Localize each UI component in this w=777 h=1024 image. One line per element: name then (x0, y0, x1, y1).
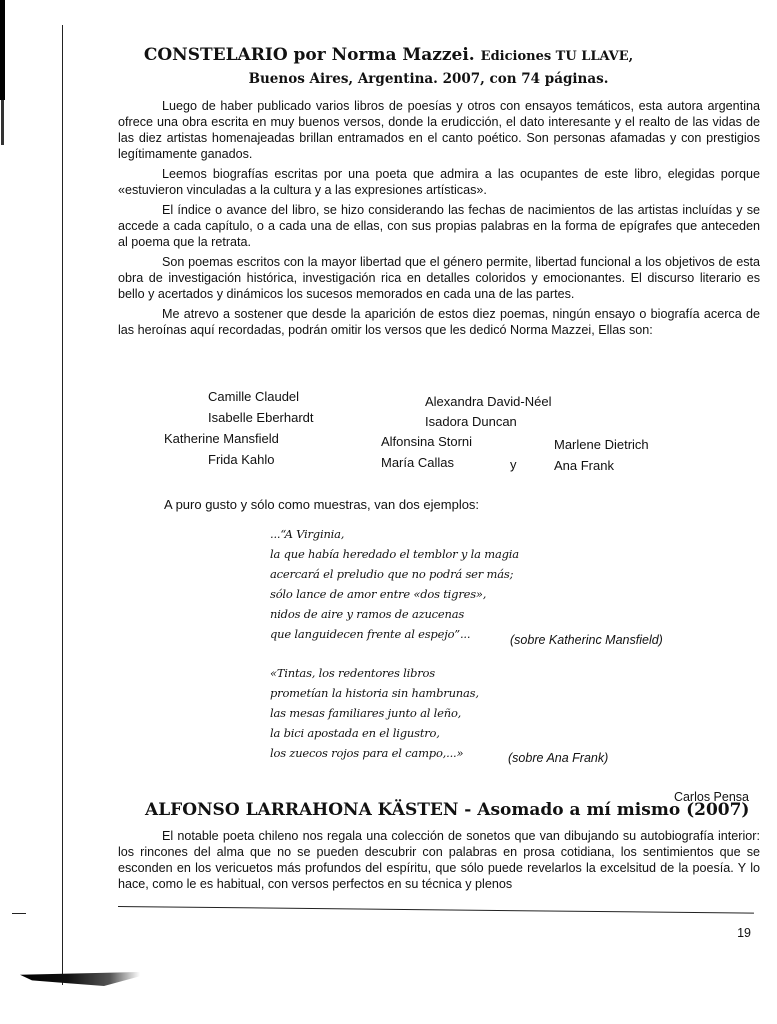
artist-name: Frida Kahlo (208, 452, 275, 467)
review1-title-line2: Buenos Aires, Argentina. 2007, con 74 páginas. (248, 71, 609, 87)
poem-line: nidos de aire y ramos de azucenas (270, 607, 465, 621)
scan-edge-shadow-lower (1, 100, 4, 145)
poem-excerpt-1 (270, 524, 519, 644)
artist-name: Alfonsina Storni (381, 434, 473, 449)
poem-line: que languidecen frente al espejo”... (270, 627, 471, 641)
review2-body (118, 828, 760, 892)
artist-name: Katherine Mansfield (164, 431, 279, 446)
artist-name: Isadora Duncan (425, 414, 517, 429)
poem-line: acercará el preludio que no podrá ser más; (270, 567, 514, 581)
paragraph: Leemos biografías escritas por una poeta que admira a las ocupantes de este libro, elegidas porque «estuvieron vinculadas a la cultura y a las expresiones artísticas». (118, 167, 760, 197)
paragraph: Son poemas escritos con la mayor libertad que el género permite, libertad funcional a los objetivos de esta obra de investigación histórica, investigación rica en detalles coloridos y emocionantes. El discurso literario es bello y acertados y dinámicos los sucesos memorados en cada una de las partes. (118, 255, 760, 301)
review1-body (118, 98, 760, 342)
review1-title-publisher: Ediciones TU LLAVE, (480, 49, 634, 64)
paragraph: El notable poeta chileno nos regala una colección de sonetos que van dibujando su autobiografía interior: los rincones del alma que no se pueden descubrir con palabras en prosa cotidiana, los sentimientos que se esconden en los vericuetos más profundos del espíritu, que sólo puede revelarlos la excelsitud de la poesía. Y lo hace, como le es habitual, con versos perfectos en su técnica y plenos (118, 829, 760, 891)
paragraph: El índice o avance del libro, se hizo considerando las fechas de nacimientos de las artistas incluídas y se accede a cada capítulo, o a cada una de ellas, con sus propias palabras en la forma de epígrafes que anteceden al poema que la retrata. (118, 203, 760, 249)
poem-line: los zuecos rojos para el campo,...» (270, 746, 464, 760)
poem-line: sólo lance de amor entre «dos tigres», (270, 587, 487, 601)
footer-rule (118, 906, 754, 914)
paragraph: Me atrevo a sostener que desde la aparición de estos diez poemas, ningún ensayo o biografía acerca de las heroínas aquí recordadas, podrán omitir los versos que les dedicó Norma Mazzei, Ellas son: (118, 307, 760, 337)
poem-line: la que había heredado el temblor y la magia (270, 547, 519, 561)
margin-mark (12, 913, 26, 914)
review1-title-main: CONSTELARIO por Norma Mazzei. (143, 45, 475, 65)
review1-title (0, 44, 777, 90)
poem-excerpt-2 (270, 663, 479, 763)
poem2-attribution: (sobre Ana Frank) (508, 751, 609, 765)
poem-line: ...“A Virginia, (270, 527, 345, 541)
review1-signature: Carlos Pensa (673, 790, 749, 804)
binding-fold-line (62, 25, 63, 985)
poem-line: prometían la historia sin hambrunas, (270, 686, 479, 700)
examples-intro: A puro gusto y sólo como muestras, van dos ejemplos: (164, 497, 480, 512)
artist-name: Ana Frank (554, 458, 614, 473)
page-number: 19 (737, 926, 751, 940)
conjunction: y (510, 457, 517, 472)
poem1-attribution: (sobre Katherinc Mansfield) (510, 633, 663, 647)
poem-line: «Tintas, los redentores libros (270, 666, 435, 680)
artist-name: Isabelle Eberhardt (208, 410, 314, 425)
artist-name: Marlene Dietrich (554, 437, 649, 452)
artist-name: Camille Claudel (208, 389, 300, 404)
review2-title: ALFONSO LARRAHONA KÄSTEN - Asomado a mí mismo (2007) (145, 800, 750, 820)
poem-line: las mesas familiares junto al leño, (270, 706, 462, 720)
poem-line: la bici apostada en el ligustro, (270, 726, 440, 740)
paragraph: Luego de haber publicado varios libros de poesías y otros con ensayos temáticos, esta autora argentina ofrece una obra escrita en muy buenos versos, donde la erudicción, el dato interesante y el realto de las vidas de las diez artistas homenajeadas brillan entramados en el canto poético. Son personas afamadas y con prestigios legítimamente ganados. (118, 99, 760, 161)
artist-name: María Callas (381, 455, 454, 470)
artist-name: Alexandra David-Néel (425, 394, 552, 409)
scan-smudge (20, 972, 140, 986)
